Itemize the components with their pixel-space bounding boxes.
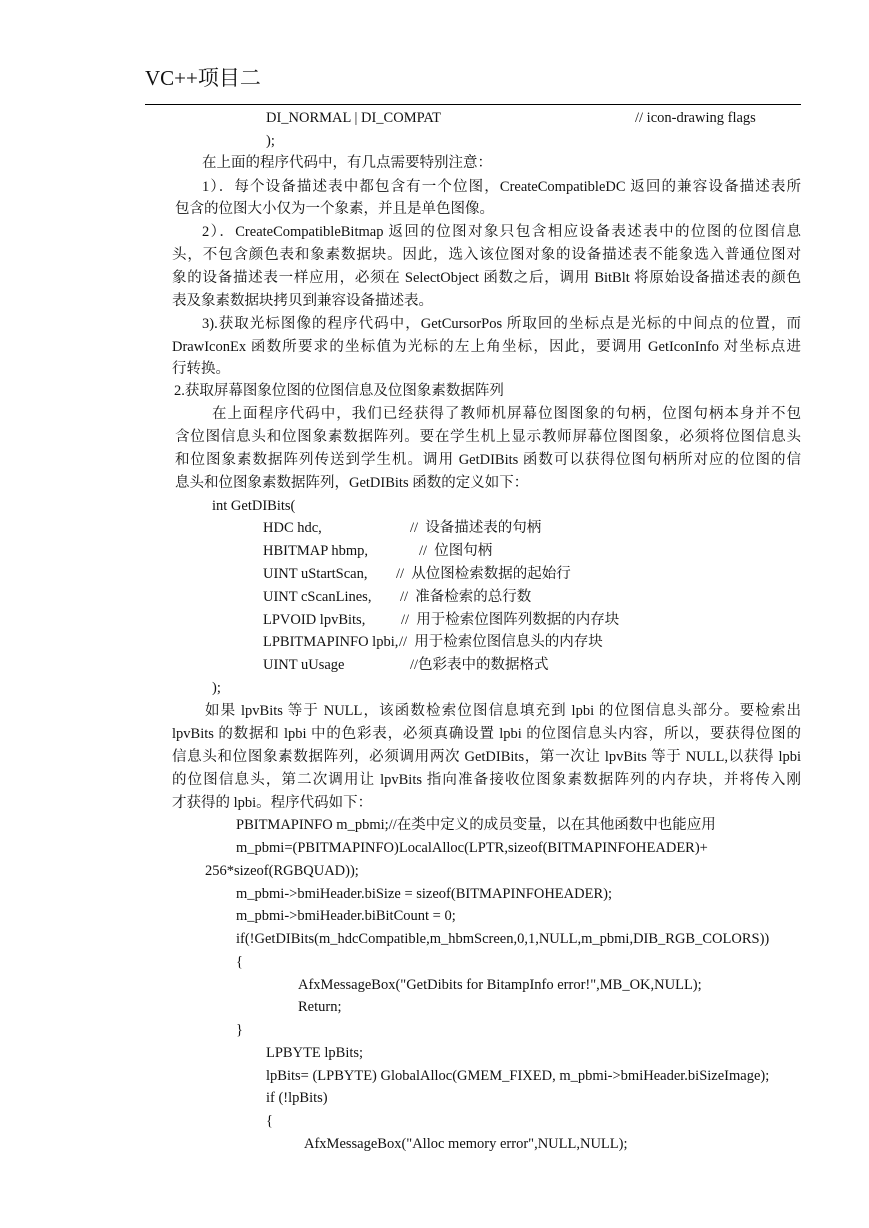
note3-line2: DrawIconEx 函数所要求的坐标值为光标的左上角坐标，因此，要调用 GetIconInfo 对坐标点进 [172, 339, 801, 355]
para5-line1: 如果 lpvBits 等于 NULL，该函数检索位图信息填充到 lpbi 的位图信息头部分。要检索出 [205, 703, 801, 719]
param-decl: UINT cScanLines, [263, 589, 372, 605]
code-line: lpBits= (LPBYTE) GlobalAlloc(GMEM_FIXED, m_pbmi->bmiHeader.biSizeImage); [266, 1068, 770, 1084]
param-decl: HDC hdc, [263, 520, 322, 536]
param-comment: // 用于检索位图阵列数据的内存块 [401, 612, 620, 628]
note2-line2: 头，不包含颜色表和象素数据块。因此，选入该位图对象的设备描述表不能象选入普通位图对 [172, 247, 801, 263]
note3-line3: 行转换。 [172, 361, 230, 377]
note2-line4: 表及象素数据块拷贝到兼容设备描述表。 [172, 293, 433, 309]
param-decl: LPBITMAPINFO lpbi, [263, 634, 399, 650]
para5-line3: 信息头和位图象素数据阵列，必须调用两次 GetDIBits，第一次让 lpvBits 等于 NULL,以获得 lpbi [172, 749, 802, 765]
code-line: if(!GetDIBits(m_hdcCompatible,m_hbmScreen,0,1,NULL,m_pbmi,DIB_RGB_COLORS)) [236, 931, 770, 947]
code-line: if (!lpBits) [266, 1090, 328, 1106]
code-line: m_pbmi->bmiHeader.biBitCount = 0; [236, 908, 456, 924]
header-rule [145, 104, 801, 105]
page-header-title: VC++项目二 [145, 66, 261, 90]
param-decl: LPVOID lpvBits, [263, 612, 366, 628]
para5-line2: lpvBits 的数据和 lpbi 中的色彩表，必须真确设置 lpbi 的位图信息头内容，所以，要获得位图的 [172, 726, 801, 742]
para5-line4: 的位图信息头，第二次调用让 lpvBits 指向准备接收位图象素数据阵列的内存块，并将传入刚 [172, 772, 801, 788]
signature-open: int GetDIBits( [212, 498, 296, 514]
code-line: LPBYTE lpBits; [266, 1045, 364, 1061]
code-line: { [266, 1113, 273, 1129]
code-line: m_pbmi=(PBITMAPINFO)LocalAlloc(LPTR,sizeof(BITMAPINFOHEADER)+ [236, 840, 708, 856]
note2-line1: 2）．CreateCompatibleBitmap 返回的位图对象只包含相应设备表述表中的位图的位图信息 [202, 224, 801, 240]
signature-close: ); [212, 680, 221, 696]
code-line: m_pbmi->bmiHeader.biSize = sizeof(BITMAPINFOHEADER); [236, 886, 612, 902]
code-line: Return; [298, 999, 342, 1015]
param-comment: // 设备描述表的句柄 [410, 520, 542, 536]
param-comment: // 用于检索位图信息头的内存块 [399, 634, 603, 650]
para4-line4: 息头和位图象素数据阵列，GetDIBits 函数的定义如下： [175, 475, 529, 491]
note2-line3: 象的设备描述表一样应用，必须在 SelectObject 函数之后，调用 BitBlt 将原始设备描述表的颜色 [172, 270, 801, 286]
para4-line2: 含位图信息头和位图象素数据阵列。要在学生机上显示教师屏幕位图图象，必须将位图信息头 [175, 429, 801, 445]
code-flags-comment: // icon-drawing flags [635, 110, 756, 126]
param-decl: UINT uStartScan, [263, 566, 368, 582]
param-comment: // 从位图检索数据的起始行 [396, 566, 571, 582]
note1-line2: 包含的位图大小仅为一个象素，并且是单色图像。 [175, 201, 494, 217]
param-comment: // 位图句柄 [419, 543, 493, 559]
intro-line: 在上面的程序代码中，有几点需要特别注意： [202, 155, 492, 171]
code-line: AfxMessageBox("GetDibits for BitampInfo error!",MB_OK,NULL); [298, 977, 702, 993]
code-close-paren: ); [266, 133, 275, 149]
section2-heading: 2.获取屏幕图象位图的位图信息及位图象素数据阵列 [174, 383, 504, 399]
code-line: { [236, 954, 243, 970]
code-line: AfxMessageBox("Alloc memory error",NULL,NULL); [304, 1136, 628, 1152]
code-line: } [236, 1022, 243, 1038]
code-line: 256*sizeof(RGBQUAD)); [205, 863, 359, 879]
para4-line3: 和位图象素数据阵列传送到学生机。调用 GetDIBits 函数可以获得位图句柄所对应的位图的信 [175, 452, 801, 468]
note3-line1: 3).获取光标图像的程序代码中，GetCursorPos 所取回的坐标点是光标的中间点的位置，而 [202, 316, 801, 332]
param-decl: HBITMAP hbmp, [263, 543, 368, 559]
param-comment: // 准备检索的总行数 [400, 589, 532, 605]
param-decl: UINT uUsage [263, 657, 345, 673]
note1-line1: 1）．每个设备描述表中都包含有一个位图，CreateCompatibleDC 返回的兼容设备描述表所 [202, 179, 801, 195]
para5-line5: 才获得的 lpbi。程序代码如下： [172, 795, 373, 811]
para4-line1: 在上面程序代码中，我们已经获得了教师机屏幕位图图象的句柄，位图句柄本身并不包 [212, 406, 801, 422]
code-flags-line: DI_NORMAL | DI_COMPAT [266, 110, 442, 126]
code-line: PBITMAPINFO m_pbmi;//在类中定义的成员变量，以在其他函数中也能应用 [236, 817, 716, 833]
param-comment: //色彩表中的数据格式 [410, 657, 549, 673]
